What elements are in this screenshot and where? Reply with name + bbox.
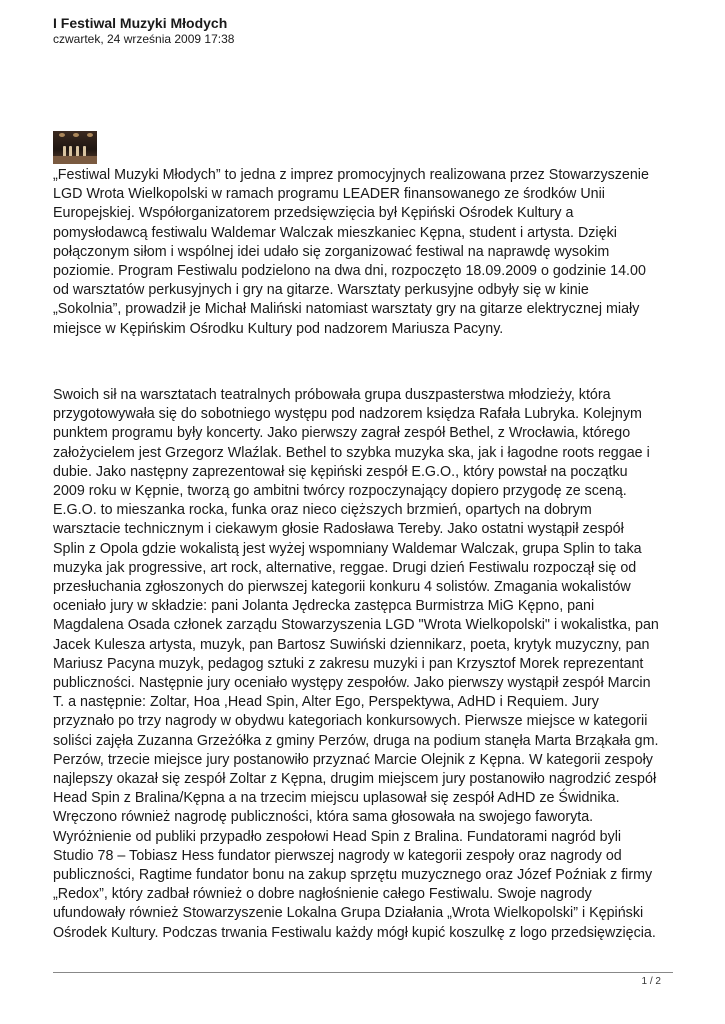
text-line: miejsce w Kępińskim Ośrodku Kultury pod nadzorem Mariusza Pacyny.	[53, 320, 504, 337]
text-line: założycielem jest Grzegorz Wlaźlak. Bethel to szybka muzyka ska, jak i łagodne roots reggae i	[53, 444, 650, 461]
stage-floor	[53, 156, 97, 164]
text-line: pomysłodawcą festiwalu Waldemar Walczak mieszkaniec Kępna, student i artysta. Dzięki	[53, 224, 617, 241]
text-line: Wręczono również nagrodę publiczności, która sama głosowała na swojego faworyta.	[53, 809, 594, 826]
document-header	[53, 15, 673, 47]
text-line: Studio 78 – Tobiasz Hess fundator pierwszej nagrody w kategorii zespoły oraz nagrody od	[53, 847, 622, 864]
text-line: Ośrodek Kultury. Podczas trwania Festiwalu każdy mógł kupić koszulkę z logo przedsięwzięcia.	[53, 924, 656, 941]
text-line: warsztacie technicznym i ciekawym głosie Radosława Tereby. Jako ostatni wystąpił zespół	[53, 521, 624, 538]
text-line: T. a następnie: Zoltar, Hoa ,Head Spin, Alter Ego, Perspektywa, AdHD i Requiem. Jury	[53, 694, 599, 711]
text-line: Europejskiej. Współorganizatorem przedsięwzięcia był Kępiński Ośrodek Kultury a	[53, 205, 574, 222]
text-line: „Festiwal Muzyki Młodych” to jedna z imprez promocyjnych realizowana przez Stowarzyszenie	[53, 167, 649, 183]
article-date: czwartek, 24 września 2009 17:38	[53, 32, 235, 46]
stage-light-icon	[87, 133, 93, 137]
text-line: E.G.O. to mieszanka rocka, funka oraz nieco cięższych brzmień, opartych na dobrym	[53, 502, 592, 519]
text-line: poziomie. Program Festiwalu podzielono na dwa dni, rozpoczęto 18.09.2009 o godzinie 14.00	[53, 263, 646, 280]
article-paragraph-1	[53, 166, 678, 339]
article-paragraph-2	[53, 386, 678, 943]
stage-light-icon	[73, 133, 79, 137]
text-line: „Sokolnia”, prowadził je Michał Maliński natomiast warsztaty gry na gitarze elektrycznej miały	[53, 301, 640, 318]
text-line: przyznało po trzy nagrody w obydwu kategoriach konkursowych. Pierwsze miejsce w kategorii	[53, 713, 648, 730]
text-line: przygotowywała się do sobotniego występu pod nadzorem księdza Rafała Lubryka. Kolejnym	[53, 406, 642, 423]
text-line: Head Spin z Bralina/Kępna a na trzecim miejscu uplasował się zespół AdHD ze Świdnika.	[53, 790, 620, 807]
festival-photo-thumbnail[interactable]	[53, 131, 97, 164]
text-line: Wyróżnienie od publiki przypadło zespołowi Head Spin z Bralina. Fundatorami nagród byli	[53, 828, 622, 845]
text-line: od warsztatów perkusyjnych i gry na gitarze. Warsztaty perkusyjne odbyły się w kinie	[53, 282, 589, 299]
text-line: Splin z Opola gdzie wokalistą jest wyżej wspomniany Waldemar Walczak, grupa Splin to taka	[53, 540, 642, 557]
page-number: 1 / 2	[641, 976, 661, 987]
text-line: soliści zajęła Zuzanna Grzeżółka z gminy Perzów, druga na podium stanęła Marta Brząkała gm.	[53, 732, 659, 749]
text-line: Perzów, trzecie miejsce jury postanowiło przyznać Marcie Olejnik z Kępna. W kategorii zespoły	[53, 751, 653, 768]
text-line: muzyka jak progressive, art rock, alternative, reggae. Drugi dzień Festiwalu rozpoczął się od	[53, 559, 637, 576]
text-line: „Redox”, który zadbał również o dobre nagłośnienie całego Festiwalu. Swoje nagrody	[53, 886, 592, 903]
text-line: oceniało jury w składzie: pani Jolanta Jędrecka zastępca Burmistrza MiG Kępno, pani	[53, 598, 595, 615]
text-line: najlepszy okazał się zespół Zoltar z Kępna, drugim miejscem jury postanowiło nagrodzić zespół	[53, 771, 657, 788]
text-line: ufundowały również Stowarzyszenie Lokalna Grupa Działania „Wrota Wielkopolski” i Kępiński	[53, 905, 644, 922]
article-title: I Festiwal Muzyki Młodych	[53, 15, 228, 31]
stage-light-icon	[59, 133, 65, 137]
text-line: Swoich sił na warsztatach teatralnych próbowała grupa duszpasterstwa młodzieży, która	[53, 387, 611, 403]
text-line: publiczności, Ragtime fundator bonu na zakup sprzętu muzycznego oraz Józef Poźniak z firmy	[53, 867, 653, 884]
text-line: 2009 roku w Kępnie, tworzą go ambitni twórcy rozpoczynający dopiero przygodę ze sceną.	[53, 483, 627, 500]
text-line: przesłuchania zgłoszonych do pierwszej kategorii konkuru 4 solistów. Zmagania wokalistów	[53, 579, 631, 596]
text-line: publiczności. Następnie jury oceniało występy zespołów. Jako pierwszy wystąpił zespół Marcin	[53, 675, 651, 692]
text-line: Mariusz Pacyna muzyk, pedagog sztuki z zakresu muzyki i pan Krzysztof Morek reprezentant	[53, 655, 644, 672]
text-line: Jacek Kulesza artysta, muzyk, pan Bartosz Suwiński dziennikarz, poeta, krytyk muzyczny, pan	[53, 636, 650, 653]
text-line: LGD Wrota Wielkopolski w ramach programu LEADER finansowanego ze środków Unii	[53, 186, 605, 203]
text-line: Magdalena Osada członek zarządu Stowarzyszenia LGD "Wrota Wielkopolski" i wokalistka, pan	[53, 617, 659, 634]
text-line: punktem programu były koncerty. Jako pierwszy zagrał zespół Bethel, z Wrocławia, którego	[53, 425, 631, 442]
text-line: dubie. Jako następny zaprezentował się kępiński zespół E.G.O., który powstał na początku	[53, 463, 628, 480]
text-line: połączonym siłom i wspólnej idei udało się zorganizować festiwal na naprawdę wysokim	[53, 243, 610, 260]
footer-divider	[53, 972, 673, 973]
